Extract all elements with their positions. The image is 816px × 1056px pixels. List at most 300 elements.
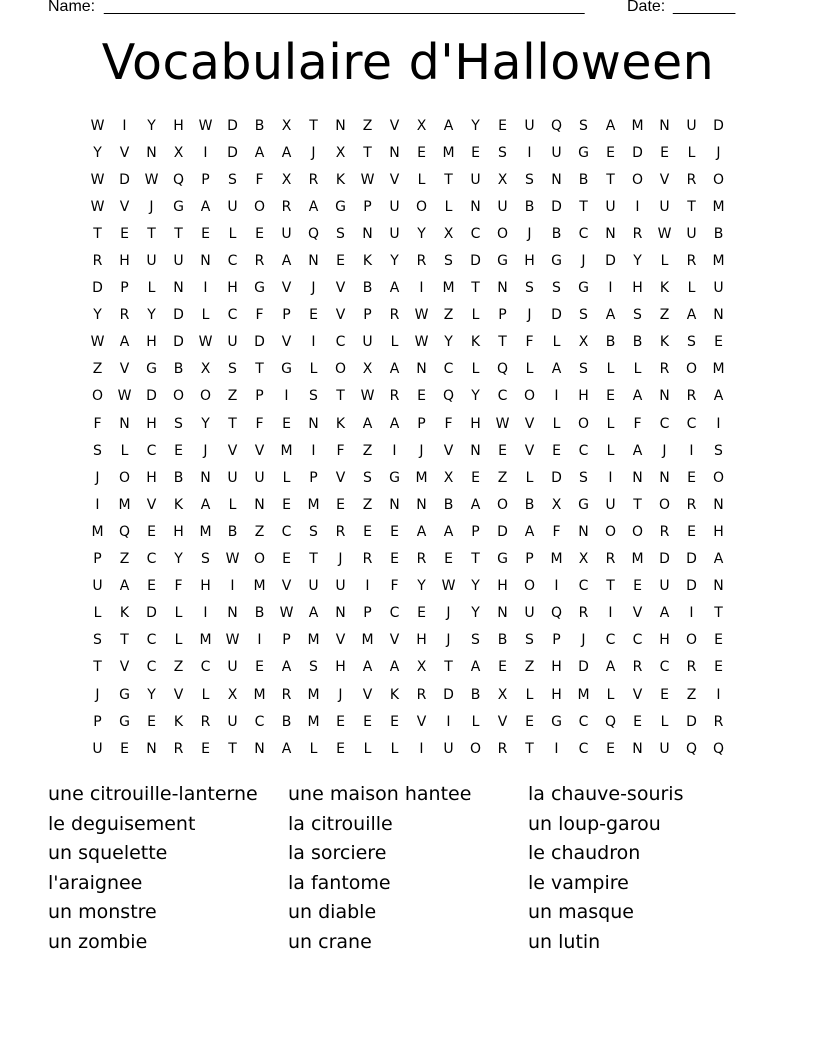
grid-letter[interactable]: A	[605, 307, 616, 324]
grid-letter[interactable]: S	[525, 632, 534, 649]
grid-letter[interactable]: J	[95, 686, 100, 703]
grid-letter[interactable]: V	[335, 632, 346, 649]
grid-letter[interactable]: T	[174, 225, 183, 242]
grid-letter[interactable]: O	[604, 523, 617, 540]
grid-letter[interactable]: I	[392, 442, 397, 459]
grid-letter[interactable]: R	[632, 225, 643, 242]
grid-letter[interactable]: I	[608, 469, 613, 486]
grid-letter[interactable]: Y	[471, 605, 480, 622]
grid-letter[interactable]: R	[389, 388, 400, 405]
grid-letter[interactable]: M	[550, 551, 563, 568]
grid-letter[interactable]: T	[444, 171, 453, 188]
grid-letter[interactable]: D	[146, 605, 157, 622]
grid-letter[interactable]: C	[227, 307, 238, 324]
grid-letter[interactable]: S	[93, 442, 102, 459]
grid-letter[interactable]: O	[523, 388, 536, 405]
grid-letter[interactable]: B	[524, 496, 535, 513]
grid-letter[interactable]: E	[687, 523, 696, 540]
grid-letter[interactable]: N	[632, 469, 643, 486]
grid-letter[interactable]: P	[93, 551, 102, 568]
grid-letter[interactable]: H	[173, 523, 184, 540]
grid-letter[interactable]: A	[389, 361, 400, 378]
grid-letter[interactable]: Z	[524, 659, 535, 676]
grid-letter[interactable]: X	[281, 117, 292, 134]
grid-letter[interactable]: F	[255, 307, 264, 324]
grid-letter[interactable]: U	[470, 171, 481, 188]
grid-letter[interactable]: R	[686, 171, 697, 188]
grid-letter[interactable]: M	[118, 496, 131, 513]
grid-letter[interactable]: G	[173, 198, 184, 215]
grid-letter[interactable]: U	[227, 469, 238, 486]
grid-letter[interactable]: F	[633, 415, 642, 432]
grid-letter[interactable]: E	[633, 578, 642, 595]
grid-letter[interactable]: U	[146, 253, 157, 270]
grid-letter[interactable]: T	[120, 632, 129, 649]
grid-letter[interactable]: E	[444, 551, 453, 568]
grid-letter[interactable]: U	[659, 198, 670, 215]
grid-letter[interactable]: D	[605, 253, 616, 270]
grid-letter[interactable]: I	[689, 442, 694, 459]
grid-letter[interactable]: R	[686, 496, 697, 513]
name-field[interactable]: ______________________________________________________	[104, 0, 585, 15]
grid-letter[interactable]: I	[608, 280, 613, 297]
grid-letter[interactable]: O	[631, 171, 644, 188]
grid-letter[interactable]: R	[632, 659, 643, 676]
grid-letter[interactable]: D	[686, 713, 697, 730]
grid-letter[interactable]: T	[228, 415, 237, 432]
grid-letter[interactable]: A	[443, 117, 454, 134]
grid-letter[interactable]: U	[281, 225, 292, 242]
grid-letter[interactable]: P	[363, 605, 372, 622]
grid-letter[interactable]: N	[173, 280, 184, 297]
grid-letter[interactable]: O	[415, 198, 428, 215]
grid-letter[interactable]: X	[578, 551, 589, 568]
grid-letter[interactable]: V	[335, 307, 346, 324]
grid-letter[interactable]: D	[92, 280, 103, 297]
grid-letter[interactable]: W	[198, 334, 213, 351]
grid-letter[interactable]: N	[227, 605, 238, 622]
grid-letter[interactable]: S	[498, 144, 507, 161]
grid-letter[interactable]: E	[714, 659, 723, 676]
grid-letter[interactable]: X	[551, 496, 562, 513]
grid-letter[interactable]: V	[389, 117, 400, 134]
grid-letter[interactable]: H	[632, 280, 643, 297]
grid-letter[interactable]: H	[335, 659, 346, 676]
grid-letter[interactable]: U	[92, 740, 103, 757]
grid-letter[interactable]: Q	[712, 740, 725, 757]
grid-letter[interactable]: H	[119, 253, 130, 270]
grid-letter[interactable]: O	[631, 523, 644, 540]
grid-letter[interactable]: B	[227, 523, 238, 540]
grid-letter[interactable]: M	[307, 632, 320, 649]
grid-letter[interactable]: S	[201, 551, 210, 568]
grid-letter[interactable]: U	[551, 144, 562, 161]
grid-letter[interactable]: E	[147, 578, 156, 595]
grid-letter[interactable]: S	[228, 171, 237, 188]
grid-letter[interactable]: K	[335, 171, 346, 188]
grid-letter[interactable]: W	[360, 388, 375, 405]
grid-letter[interactable]: B	[551, 225, 562, 242]
grid-letter[interactable]: C	[146, 551, 157, 568]
grid-letter[interactable]: K	[659, 280, 670, 297]
grid-letter[interactable]: N	[470, 442, 481, 459]
grid-letter[interactable]: L	[282, 469, 291, 486]
grid-letter[interactable]: M	[712, 198, 725, 215]
grid-letter[interactable]: S	[174, 415, 183, 432]
grid-letter[interactable]: F	[255, 171, 264, 188]
grid-letter[interactable]: V	[524, 442, 535, 459]
grid-letter[interactable]: O	[469, 740, 482, 757]
grid-letter[interactable]: V	[227, 442, 238, 459]
grid-letter[interactable]: C	[335, 334, 346, 351]
grid-letter[interactable]: I	[311, 334, 316, 351]
grid-letter[interactable]: E	[471, 144, 480, 161]
grid-letter[interactable]: Z	[92, 361, 103, 378]
grid-letter[interactable]: D	[551, 469, 562, 486]
grid-letter[interactable]: F	[336, 442, 345, 459]
grid-letter[interactable]: E	[498, 117, 507, 134]
grid-letter[interactable]: W	[225, 632, 240, 649]
grid-letter[interactable]: C	[443, 361, 454, 378]
grid-letter[interactable]: M	[91, 523, 104, 540]
grid-letter[interactable]: A	[362, 659, 373, 676]
grid-letter[interactable]: E	[147, 523, 156, 540]
grid-letter[interactable]: D	[551, 198, 562, 215]
grid-letter[interactable]: H	[470, 415, 481, 432]
grid-letter[interactable]: F	[255, 415, 264, 432]
grid-letter[interactable]: T	[498, 334, 507, 351]
grid-letter[interactable]: I	[95, 496, 100, 513]
grid-letter[interactable]: R	[686, 659, 697, 676]
grid-letter[interactable]: J	[446, 605, 451, 622]
grid-letter[interactable]: V	[443, 442, 454, 459]
grid-letter[interactable]: W	[90, 198, 105, 215]
grid-letter[interactable]: C	[578, 578, 589, 595]
grid-letter[interactable]: E	[633, 713, 642, 730]
grid-letter[interactable]: Y	[147, 117, 156, 134]
grid-letter[interactable]: X	[578, 334, 589, 351]
grid-letter[interactable]: K	[119, 605, 130, 622]
grid-letter[interactable]: D	[632, 144, 643, 161]
grid-letter[interactable]: E	[201, 225, 210, 242]
grid-letter[interactable]: L	[444, 198, 453, 215]
grid-letter[interactable]: R	[281, 686, 292, 703]
grid-letter[interactable]: M	[712, 361, 725, 378]
grid-letter[interactable]: S	[309, 388, 318, 405]
grid-letter[interactable]: M	[307, 713, 320, 730]
grid-letter[interactable]: I	[554, 740, 559, 757]
grid-letter[interactable]: B	[713, 225, 724, 242]
grid-letter[interactable]: R	[416, 686, 427, 703]
grid-letter[interactable]: D	[146, 388, 157, 405]
grid-letter[interactable]: O	[523, 578, 536, 595]
grid-letter[interactable]: R	[389, 307, 400, 324]
grid-letter[interactable]: J	[527, 307, 532, 324]
grid-letter[interactable]: L	[660, 713, 669, 730]
grid-letter[interactable]: L	[174, 605, 183, 622]
grid-letter[interactable]: R	[92, 253, 103, 270]
grid-letter[interactable]: P	[93, 713, 102, 730]
grid-letter[interactable]: U	[308, 578, 319, 595]
grid-letter[interactable]: O	[496, 225, 509, 242]
grid-letter[interactable]: N	[119, 415, 130, 432]
grid-letter[interactable]: A	[605, 117, 616, 134]
grid-letter[interactable]: R	[281, 198, 292, 215]
grid-letter[interactable]: C	[578, 740, 589, 757]
grid-letter[interactable]: I	[419, 740, 424, 757]
grid-letter[interactable]: W	[198, 117, 213, 134]
grid-letter[interactable]: W	[414, 307, 429, 324]
grid-letter[interactable]: D	[443, 686, 454, 703]
grid-letter[interactable]: R	[686, 253, 697, 270]
grid-letter[interactable]: E	[309, 307, 318, 324]
grid-letter[interactable]: U	[389, 225, 400, 242]
grid-letter[interactable]: U	[605, 496, 616, 513]
grid-letter[interactable]: L	[201, 307, 210, 324]
grid-letter[interactable]: I	[203, 280, 208, 297]
grid-letter[interactable]: A	[200, 496, 211, 513]
grid-letter[interactable]: Y	[471, 388, 480, 405]
grid-letter[interactable]: L	[687, 280, 696, 297]
grid-letter[interactable]: G	[578, 496, 589, 513]
grid-letter[interactable]: E	[687, 469, 696, 486]
grid-letter[interactable]: G	[497, 551, 508, 568]
grid-letter[interactable]: E	[660, 686, 669, 703]
grid-letter[interactable]: D	[659, 551, 670, 568]
grid-letter[interactable]: F	[525, 334, 534, 351]
grid-letter[interactable]: L	[552, 415, 561, 432]
grid-letter[interactable]: A	[659, 605, 670, 622]
grid-letter[interactable]: E	[120, 225, 129, 242]
grid-letter[interactable]: K	[173, 496, 184, 513]
grid-letter[interactable]: U	[389, 198, 400, 215]
grid-letter[interactable]: N	[551, 171, 562, 188]
grid-letter[interactable]: U	[362, 334, 373, 351]
grid-letter[interactable]: E	[201, 740, 210, 757]
grid-letter[interactable]: L	[309, 361, 318, 378]
grid-letter[interactable]: H	[227, 280, 238, 297]
grid-letter[interactable]: G	[497, 253, 508, 270]
grid-letter[interactable]: I	[608, 605, 613, 622]
grid-letter[interactable]: W	[225, 551, 240, 568]
grid-letter[interactable]: M	[577, 686, 590, 703]
grid-letter[interactable]: E	[552, 442, 561, 459]
grid-letter[interactable]: O	[91, 388, 104, 405]
grid-letter[interactable]: N	[254, 496, 265, 513]
grid-letter[interactable]: H	[146, 469, 157, 486]
grid-letter[interactable]: N	[146, 144, 157, 161]
grid-letter[interactable]: G	[335, 198, 346, 215]
grid-letter[interactable]: N	[200, 469, 211, 486]
grid-letter[interactable]: Z	[443, 307, 454, 324]
grid-letter[interactable]: D	[551, 307, 562, 324]
grid-letter[interactable]: U	[686, 225, 697, 242]
grid-letter[interactable]: N	[713, 578, 724, 595]
grid-letter[interactable]: O	[253, 551, 266, 568]
grid-letter[interactable]: O	[496, 496, 509, 513]
grid-letter[interactable]: R	[659, 361, 670, 378]
grid-letter[interactable]: Q	[496, 361, 509, 378]
grid-letter[interactable]: D	[173, 334, 184, 351]
grid-letter[interactable]: D	[497, 523, 508, 540]
grid-letter[interactable]: D	[470, 253, 481, 270]
grid-letter[interactable]: T	[471, 551, 480, 568]
grid-letter[interactable]: V	[119, 198, 130, 215]
grid-letter[interactable]: J	[338, 686, 343, 703]
grid-letter[interactable]: Y	[147, 307, 156, 324]
grid-letter[interactable]: N	[497, 280, 508, 297]
grid-letter[interactable]: P	[525, 551, 534, 568]
grid-letter[interactable]: L	[471, 361, 480, 378]
grid-letter[interactable]: D	[713, 117, 724, 134]
grid-letter[interactable]: X	[416, 659, 427, 676]
grid-letter[interactable]: N	[632, 740, 643, 757]
grid-letter[interactable]: W	[144, 171, 159, 188]
grid-letter[interactable]: K	[173, 713, 184, 730]
grid-letter[interactable]: L	[120, 442, 129, 459]
grid-letter[interactable]: L	[471, 307, 480, 324]
grid-letter[interactable]: H	[173, 117, 184, 134]
grid-letter[interactable]: N	[335, 117, 346, 134]
grid-letter[interactable]: V	[281, 334, 292, 351]
grid-letter[interactable]: T	[93, 225, 102, 242]
grid-letter[interactable]: G	[578, 280, 589, 297]
grid-letter[interactable]: L	[687, 144, 696, 161]
grid-letter[interactable]: E	[525, 713, 534, 730]
grid-letter[interactable]: O	[685, 361, 698, 378]
grid-letter[interactable]: E	[606, 740, 615, 757]
grid-letter[interactable]: O	[334, 361, 347, 378]
grid-letter[interactable]: M	[253, 686, 266, 703]
grid-letter[interactable]: V	[281, 280, 292, 297]
grid-letter[interactable]: L	[606, 415, 615, 432]
grid-letter[interactable]: V	[362, 686, 373, 703]
grid-letter[interactable]: C	[470, 225, 481, 242]
grid-letter[interactable]: S	[633, 307, 642, 324]
grid-letter[interactable]: D	[227, 144, 238, 161]
grid-letter[interactable]: Z	[227, 388, 238, 405]
grid-letter[interactable]: Y	[633, 253, 642, 270]
grid-letter[interactable]: A	[632, 442, 643, 459]
grid-letter[interactable]: G	[254, 280, 265, 297]
grid-letter[interactable]: U	[227, 334, 238, 351]
grid-letter[interactable]: C	[281, 523, 292, 540]
grid-letter[interactable]: Q	[550, 605, 563, 622]
grid-letter[interactable]: P	[201, 171, 210, 188]
grid-letter[interactable]: R	[605, 551, 616, 568]
grid-letter[interactable]: B	[605, 334, 616, 351]
grid-letter[interactable]: V	[632, 686, 643, 703]
grid-letter[interactable]: I	[716, 415, 721, 432]
grid-letter[interactable]: B	[497, 632, 508, 649]
grid-letter[interactable]: A	[119, 578, 130, 595]
grid-letter[interactable]: E	[336, 496, 345, 513]
grid-letter[interactable]: Y	[417, 225, 426, 242]
grid-letter[interactable]: M	[307, 496, 320, 513]
grid-letter[interactable]: E	[363, 523, 372, 540]
grid-letter[interactable]: E	[390, 523, 399, 540]
grid-letter[interactable]: A	[308, 605, 319, 622]
grid-letter[interactable]: G	[551, 713, 562, 730]
grid-letter[interactable]: I	[257, 632, 262, 649]
grid-letter[interactable]: U	[227, 198, 238, 215]
grid-letter[interactable]: A	[254, 144, 265, 161]
grid-letter[interactable]: V	[416, 713, 427, 730]
grid-letter[interactable]: O	[712, 171, 725, 188]
grid-letter[interactable]: I	[230, 578, 235, 595]
grid-letter[interactable]: H	[524, 253, 535, 270]
grid-letter[interactable]: I	[446, 713, 451, 730]
grid-letter[interactable]: V	[146, 496, 157, 513]
grid-letter[interactable]: T	[525, 740, 534, 757]
grid-letter[interactable]: R	[308, 171, 319, 188]
grid-letter[interactable]: R	[254, 253, 265, 270]
grid-letter[interactable]: M	[415, 469, 428, 486]
grid-letter[interactable]: N	[146, 740, 157, 757]
grid-letter[interactable]: N	[659, 469, 670, 486]
grid-letter[interactable]: Y	[174, 551, 183, 568]
grid-letter[interactable]: V	[659, 171, 670, 188]
grid-letter[interactable]: P	[282, 632, 291, 649]
grid-letter[interactable]: H	[200, 578, 211, 595]
grid-letter[interactable]: C	[146, 632, 157, 649]
grid-letter[interactable]: Y	[201, 415, 210, 432]
grid-letter[interactable]: B	[470, 686, 481, 703]
grid-letter[interactable]: S	[525, 280, 534, 297]
grid-letter[interactable]: V	[389, 171, 400, 188]
grid-letter[interactable]: G	[578, 144, 589, 161]
grid-letter[interactable]: M	[442, 144, 455, 161]
grid-letter[interactable]: S	[93, 632, 102, 649]
grid-letter[interactable]: A	[443, 523, 454, 540]
grid-letter[interactable]: K	[659, 334, 670, 351]
grid-letter[interactable]: A	[551, 361, 562, 378]
grid-letter[interactable]: E	[255, 659, 264, 676]
grid-letter[interactable]: A	[281, 659, 292, 676]
grid-letter[interactable]: E	[417, 605, 426, 622]
grid-letter[interactable]: U	[686, 117, 697, 134]
grid-letter[interactable]: T	[444, 659, 453, 676]
grid-letter[interactable]: Q	[685, 740, 698, 757]
grid-letter[interactable]: C	[578, 713, 589, 730]
grid-letter[interactable]: P	[255, 388, 264, 405]
grid-letter[interactable]: U	[443, 740, 454, 757]
grid-letter[interactable]: N	[200, 253, 211, 270]
grid-letter[interactable]: M	[280, 442, 293, 459]
grid-letter[interactable]: W	[414, 334, 429, 351]
grid-letter[interactable]: U	[605, 198, 616, 215]
grid-letter[interactable]: W	[495, 415, 510, 432]
grid-letter[interactable]: S	[714, 442, 723, 459]
grid-letter[interactable]: O	[253, 198, 266, 215]
grid-letter[interactable]: I	[284, 388, 289, 405]
date-field[interactable]: _______	[673, 0, 736, 15]
grid-letter[interactable]: Y	[417, 578, 426, 595]
grid-letter[interactable]: S	[687, 334, 696, 351]
grid-letter[interactable]: T	[309, 117, 318, 134]
grid-letter[interactable]: C	[227, 253, 238, 270]
grid-letter[interactable]: K	[389, 686, 400, 703]
grid-letter[interactable]: N	[416, 496, 427, 513]
grid-letter[interactable]: J	[95, 469, 100, 486]
grid-letter[interactable]: U	[659, 740, 670, 757]
grid-letter[interactable]: U	[173, 253, 184, 270]
grid-letter[interactable]: J	[581, 253, 586, 270]
grid-letter[interactable]: X	[335, 144, 346, 161]
grid-letter[interactable]: V	[335, 280, 346, 297]
grid-letter[interactable]: L	[201, 686, 210, 703]
grid-letter[interactable]: Q	[550, 117, 563, 134]
